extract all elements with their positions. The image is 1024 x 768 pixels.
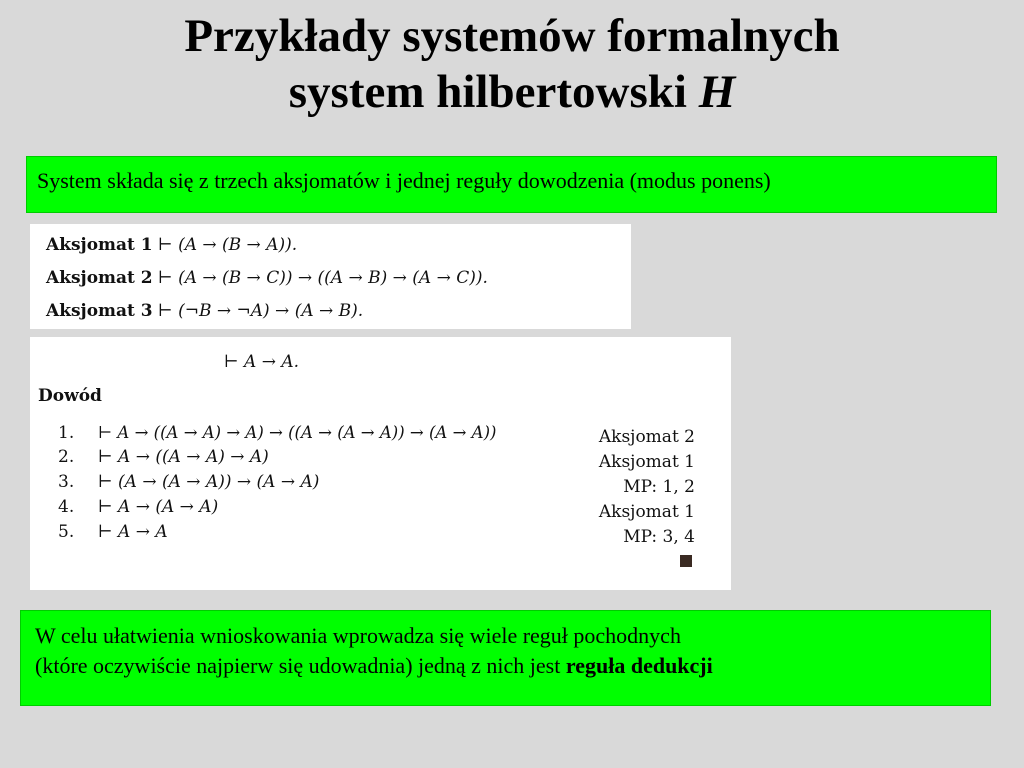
axiom-row xyxy=(46,229,631,262)
step-formula: ⊢ A → ((A → A) → A) → ((A → (A → A)) → (A → A)) xyxy=(98,423,497,442)
step-number: 4. xyxy=(58,497,75,517)
step-formula: ⊢ A → A xyxy=(98,522,168,542)
step-justification: MP: 1, 2 xyxy=(623,477,695,497)
title-line-2-text: system hilbertowski xyxy=(288,66,699,118)
step-number: 5. xyxy=(58,522,75,542)
axiom-formula: ⊢ (A → (B → C)) → ((A → B) → (A → C)). xyxy=(158,268,488,288)
axiom-formula: ⊢ (A → (B → A)). xyxy=(158,235,298,255)
deduction-rule-box xyxy=(20,610,991,706)
step-number: 2. xyxy=(58,447,75,467)
proof-heading: Dowód xyxy=(38,386,102,406)
title-line-2-italic: H xyxy=(698,66,736,118)
qed-square-icon xyxy=(680,555,692,567)
intro-text: System składa się z trzech aksjomatów i jednej reguły dowodzenia (modus ponens) xyxy=(37,168,771,193)
axiom-row xyxy=(46,295,631,328)
proof-panel xyxy=(30,337,731,590)
bottom-line-2-text: (które oczywiście najpierw się udowadnia) jedną z nich jest xyxy=(35,653,566,678)
bottom-line-1: W celu ułatwienia wnioskowania wprowadza się wiele reguł pochodnych xyxy=(35,623,681,648)
step-justification: Aksjomat 1 xyxy=(598,502,695,522)
bottom-line-2 xyxy=(35,651,976,681)
step-number: 1. xyxy=(58,423,75,443)
title-line-2 xyxy=(0,64,1024,120)
step-justification: Aksjomat 1 xyxy=(598,452,695,472)
axiom-label: Aksjomat 3 xyxy=(46,301,153,321)
axiom-label: Aksjomat 2 xyxy=(46,268,153,288)
axiom-formula: ⊢ (¬B → ¬A) → (A → B). xyxy=(158,301,364,321)
intro-box xyxy=(26,156,997,213)
axiom-row xyxy=(46,262,631,295)
step-formula: ⊢ A → (A → A) xyxy=(98,497,219,517)
slide-title xyxy=(0,8,1024,120)
axiom-label: Aksjomat 1 xyxy=(46,235,153,255)
step-formula: ⊢ A → ((A → A) → A) xyxy=(98,447,269,467)
step-justification: Aksjomat 2 xyxy=(598,427,695,447)
axioms-panel xyxy=(30,224,631,329)
step-formula: ⊢ (A → (A → A)) → (A → A) xyxy=(98,472,320,492)
step-number: 3. xyxy=(58,472,75,492)
deduction-rule-term: reguła dedukcji xyxy=(565,653,713,678)
step-justification: MP: 3, 4 xyxy=(623,527,695,547)
title-line-1: Przykłady systemów formalnych xyxy=(184,10,840,62)
proof-goal: ⊢ A → A. xyxy=(224,352,300,372)
